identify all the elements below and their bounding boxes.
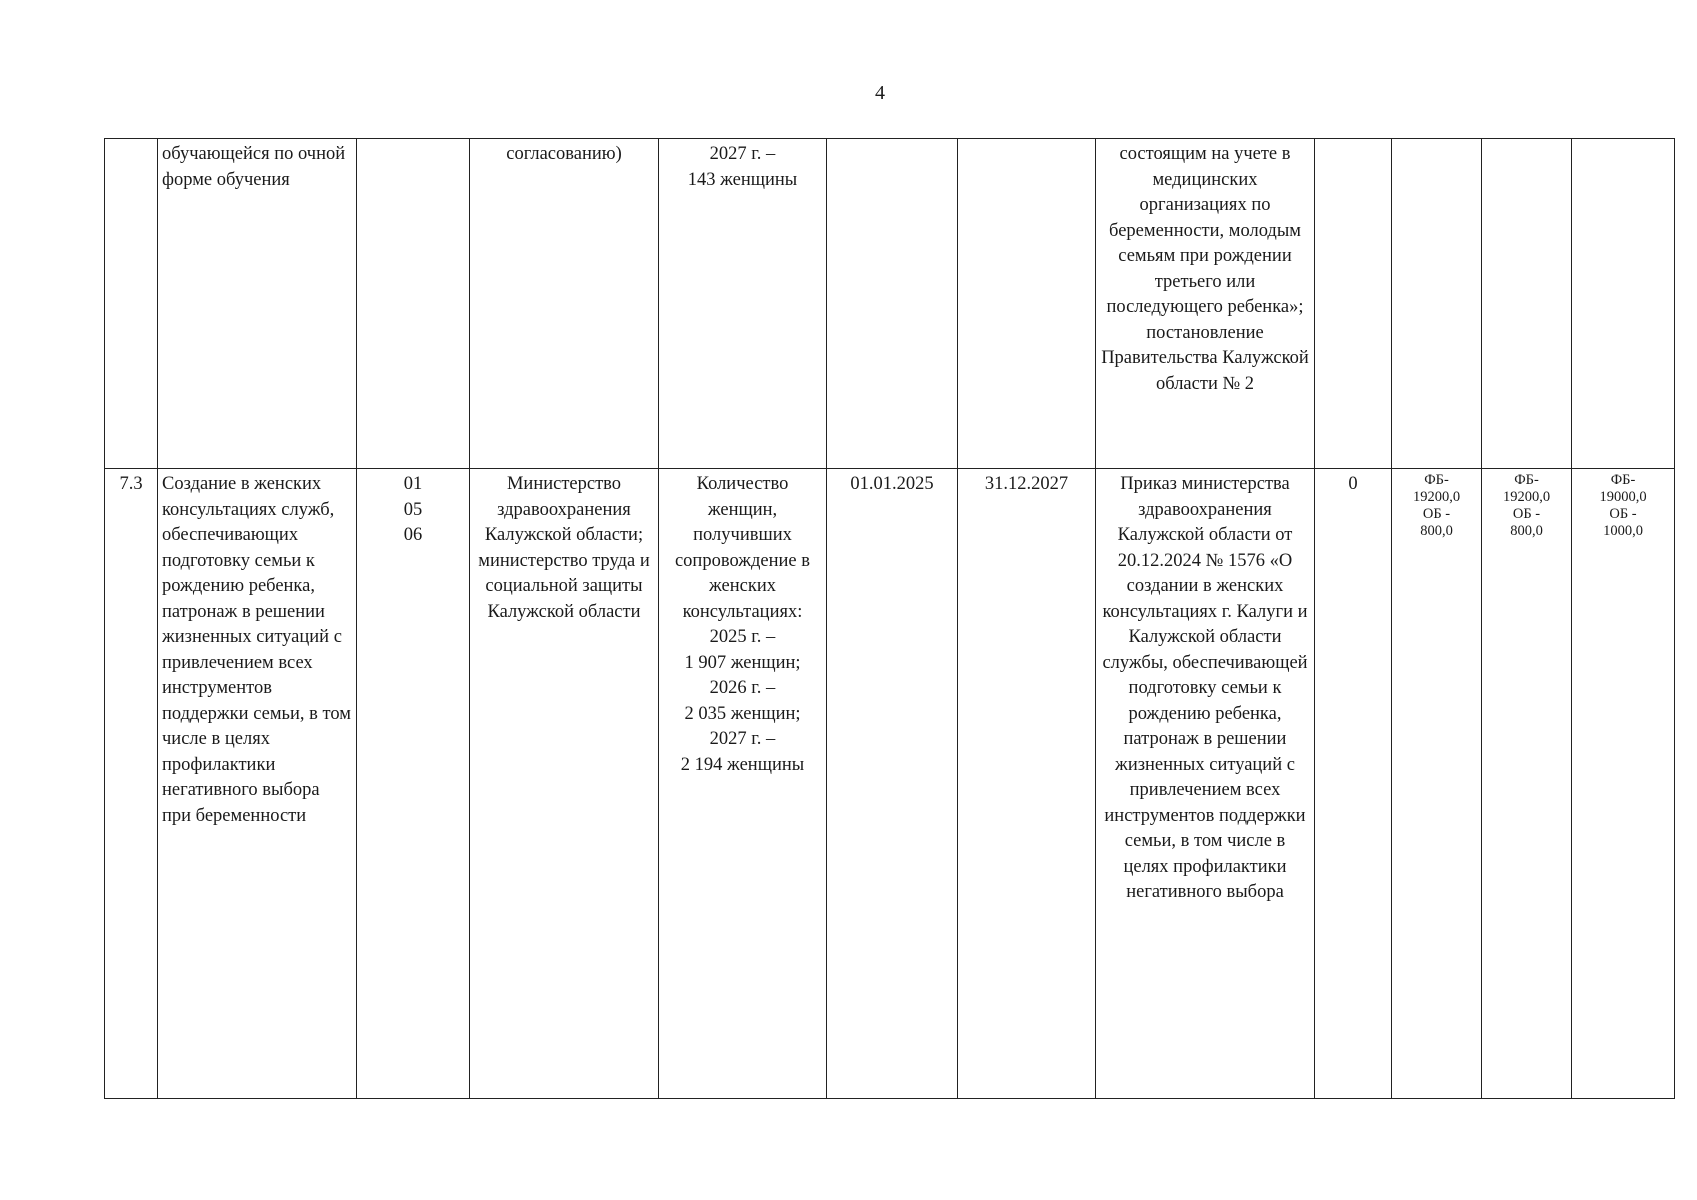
- cell-executor: Министерство здравоохранения Калужской области; министерство труда и социальной защиты Калужской области: [470, 469, 659, 1099]
- cell-start-date: 01.01.2025: [827, 469, 958, 1099]
- measures-table: [104, 138, 1675, 1099]
- cell-end-date: 31.12.2027: [958, 469, 1096, 1099]
- cell-codes: [357, 139, 470, 469]
- cell-executor: согласованию): [470, 139, 659, 469]
- cell-document: Приказ министерства здравоохранения Калужской области от 20.12.2024 № 1576 «О создании в женских консультациях г. Калуги и Калужской области службы, обеспечивающей подготовку семьи к рождению ребенка, патронаж в решении жизненных ситуаций с привлечением всех инструментов поддержки семьи, в том числе в целях профилактики негативного выбора: [1096, 469, 1315, 1099]
- cell-indicator: 2027 г. – 143 женщины: [659, 139, 827, 469]
- cell-num: [105, 139, 158, 469]
- cell-codes: 01 05 06: [357, 469, 470, 1099]
- cell-end-date: [958, 139, 1096, 469]
- cell-measure-name: Создание в женских консультациях служб, обеспечивающих подготовку семьи к рождению ребенка, патронаж в решении жизненных ситуаций с привлечением всех инструментов поддержки семьи, в том числе в целях профилактики негативного выбора при беременности: [158, 469, 357, 1099]
- cell-fin-2025: [1392, 139, 1482, 469]
- cell-indicator: Количество женщин, получивших сопровождение в женских консультациях: 2025 г. – 1 907 женщин; 2026 г. – 2 035 женщин; 2027 г. – 2 194 женщины: [659, 469, 827, 1099]
- cell-col-h: 0: [1315, 469, 1392, 1099]
- cell-col-h: [1315, 139, 1392, 469]
- page-number: 4: [875, 82, 885, 104]
- table-row: [105, 469, 1675, 1099]
- cell-document: состоящим на учете в медицинских организациях по беременности, молодым семьям при рождении третьего или последующего ребенка»; постановление Правительства Калужской области № 2: [1096, 139, 1315, 469]
- cell-fin-2025: ФБ- 19200,0 ОБ - 800,0: [1392, 469, 1482, 1099]
- cell-fin-2026: ФБ- 19200,0 ОБ - 800,0: [1482, 469, 1572, 1099]
- cell-fin-2027: [1572, 139, 1675, 469]
- cell-fin-2027: ФБ- 19000,0 ОБ - 1000,0: [1572, 469, 1675, 1099]
- cell-fin-2026: [1482, 139, 1572, 469]
- cell-num: 7.3: [105, 469, 158, 1099]
- cell-measure-name: обучающейся по очной форме обучения: [158, 139, 357, 469]
- cell-start-date: [827, 139, 958, 469]
- table-row: [105, 139, 1675, 469]
